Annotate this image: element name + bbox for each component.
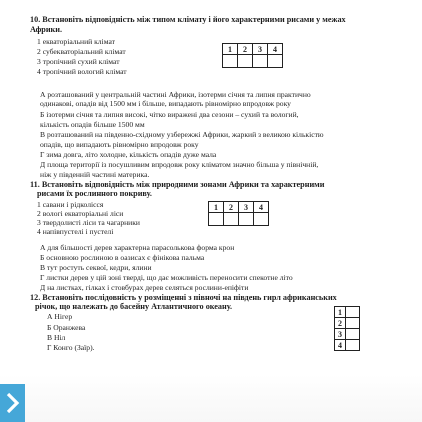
- q10-table-header: 1: [223, 44, 238, 55]
- q10-answer-table: [222, 43, 283, 68]
- q12-table-number: 2: [335, 318, 346, 329]
- q11-option: В тут ростуть секвої, кедри, ялини: [40, 263, 152, 272]
- q10-table-header: 3: [253, 44, 268, 55]
- q10-option: А розташований у центральній частині Африки, ізотерми січня та липня практично: [40, 90, 311, 99]
- page-bottom-margin: [0, 374, 422, 422]
- q11-answer-table: [208, 201, 269, 226]
- q10-title-line1: 10. Встановіть відповідність між типом клімату і його характерними рисами у межах: [30, 15, 346, 24]
- q10-table-header: 4: [268, 44, 283, 55]
- q11-table-header: 4: [254, 202, 269, 213]
- q12-answer-cell[interactable]: [346, 329, 360, 340]
- q11-item: 2 вологі екваторіальні ліси: [37, 209, 124, 218]
- q11-table-header: 3: [239, 202, 254, 213]
- q10-option: кількість опадів більше 1500 мм: [40, 120, 145, 129]
- q10-option: ніж у південній частині материка.: [40, 170, 150, 179]
- q10-option: Г зима довга, літо холодне, кількість опадів дуже мала: [40, 150, 217, 159]
- q12-answer-cell[interactable]: [346, 318, 360, 329]
- q11-title-line1: 11. Встановіть відповідність між природними зонами Африки та характерними: [30, 180, 325, 189]
- q11-title-line2: рисами їх рослинного покриву.: [37, 189, 152, 198]
- q12-table-number: 3: [335, 329, 346, 340]
- q10-answer-cell[interactable]: [268, 55, 283, 68]
- q10-option: опадів, що випадають рівномірно впродовж року: [40, 140, 199, 149]
- q12-item: В Ніл: [47, 333, 66, 342]
- q12-item: Г Конго (Заїр).: [47, 343, 95, 352]
- q11-item: 1 савани і рідколісся: [37, 200, 104, 209]
- q10-option: Б ізотерми січня та липня високі, чітко виражені два сезони – сухий та вологий,: [40, 110, 299, 119]
- chevron-right-icon: [5, 392, 20, 414]
- q11-item: 4 напівпустелі і пустелі: [37, 227, 114, 236]
- q12-item: А Нігер: [47, 312, 73, 321]
- q10-item: 1 екваторіальний клімат: [37, 37, 115, 46]
- q10-title-line2: Африки.: [30, 25, 63, 34]
- q12-title-line2: річок, що належать до басейну Атлантичного океану.: [35, 302, 233, 311]
- q12-answer-cell[interactable]: [346, 340, 360, 351]
- q11-option: Д на листках, гілках і стовбурах дерев селяться рослини-епіфіти: [40, 283, 249, 292]
- q11-option: Б основною рослиною в оазисах є фінікова пальма: [40, 253, 205, 262]
- q10-item: 4 тропічний вологий клімат: [37, 67, 127, 76]
- q11-item: 3 твердолисті ліси та чагарники: [37, 218, 140, 227]
- q12-item: Б Оранжева: [47, 323, 86, 332]
- q11-answer-cell[interactable]: [209, 213, 224, 226]
- q10-option: одинакові, опадів від 1500 мм і більше, випадають рівномірно впродовж року: [40, 99, 291, 108]
- q10-answer-cell[interactable]: [223, 55, 238, 68]
- q11-answer-cell[interactable]: [239, 213, 254, 226]
- q10-item: 2 субекваторіальний клімат: [37, 47, 126, 56]
- q11-answer-cell[interactable]: [224, 213, 239, 226]
- q11-answer-cell[interactable]: [254, 213, 269, 226]
- q12-title-line1: 12. Встановіть послідовність у розміщенні з півночі на південь гирл африканських: [30, 293, 337, 302]
- q10-option: В розташований на південно-східному узбережжі Африки, жаркий з великою кількістю: [40, 130, 324, 139]
- q10-answer-cell[interactable]: [238, 55, 253, 68]
- q10-answer-cell[interactable]: [253, 55, 268, 68]
- q11-option: Г листки дерев у цій зоні тверді, що дає можливість переносити спекотне літо: [40, 273, 293, 282]
- q12-answer-table: [334, 306, 360, 351]
- q12-answer-cell[interactable]: [346, 307, 360, 318]
- q11-option: А для більшості дерев характерна парасолькова форма крон: [40, 243, 235, 252]
- q10-item: 3 тропічний сухий клімат: [37, 57, 120, 66]
- q11-table-header: 2: [224, 202, 239, 213]
- q12-table-number: 4: [335, 340, 346, 351]
- q12-table-number: 1: [335, 307, 346, 318]
- next-page-button[interactable]: [0, 384, 25, 422]
- q10-option: Д площа території із посушливим впродовж року кліматом значно більша у північній,: [40, 160, 319, 169]
- q11-table-header: 1: [209, 202, 224, 213]
- q10-table-header: 2: [238, 44, 253, 55]
